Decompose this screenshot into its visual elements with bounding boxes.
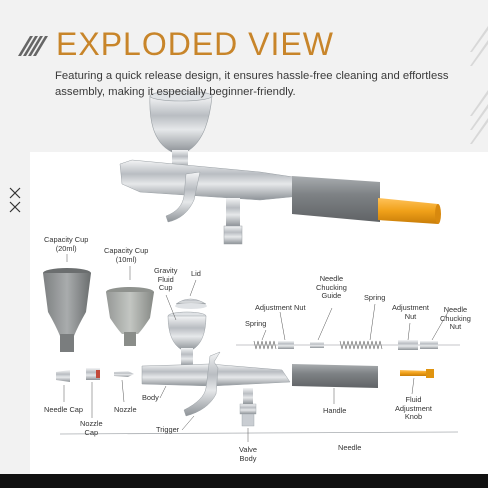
label-spring-left: Spring [245,319,267,328]
label-needle-chucking-nut: Needle Chucking Nut [440,305,471,332]
bottom-bar [0,474,488,488]
label-body: Body [142,393,159,402]
label-needle: Needle [338,443,362,452]
page-title: EXPLODED VIEW [56,26,334,62]
page-subtitle: Featuring a quick release design, it ensures hassle-free cleaning and effortless assembly, making it especially beginner-friendly. [55,70,449,98]
handle-part [292,364,378,388]
label-trigger: Trigger [156,425,180,434]
label-lid: Lid [191,269,201,278]
nozzle-cap-part [86,368,100,380]
label-nozzle: Nozzle [114,405,137,414]
label-needle-cap: Needle Cap [44,405,84,414]
label-spring-right: Spring [364,293,386,302]
label-needle-chucking-guide: Needle Chucking Guide [316,274,347,301]
label-gravity-fluid-cup: Gravity Fluid Cup [154,266,178,293]
lower-panel [30,247,488,474]
label-valve-body: Valve Body [239,445,257,463]
label-capacity-cup-10ml: Capacity Cup (10ml) [104,246,149,264]
label-capacity-cup-20ml: Capacity Cup (20ml) [44,235,89,253]
label-fluid-adjustment-knob: Fluid Adjustment Knob [395,395,432,422]
label-handle: Handle [323,406,347,415]
label-adjustment-nut-right: Adjustment Nut [392,303,429,321]
label-adjustment-nut-left: Adjustment Nut [255,303,306,312]
needle-cap-part [56,370,70,382]
label-nozzle-cap: Nozzle Cap [80,419,103,437]
